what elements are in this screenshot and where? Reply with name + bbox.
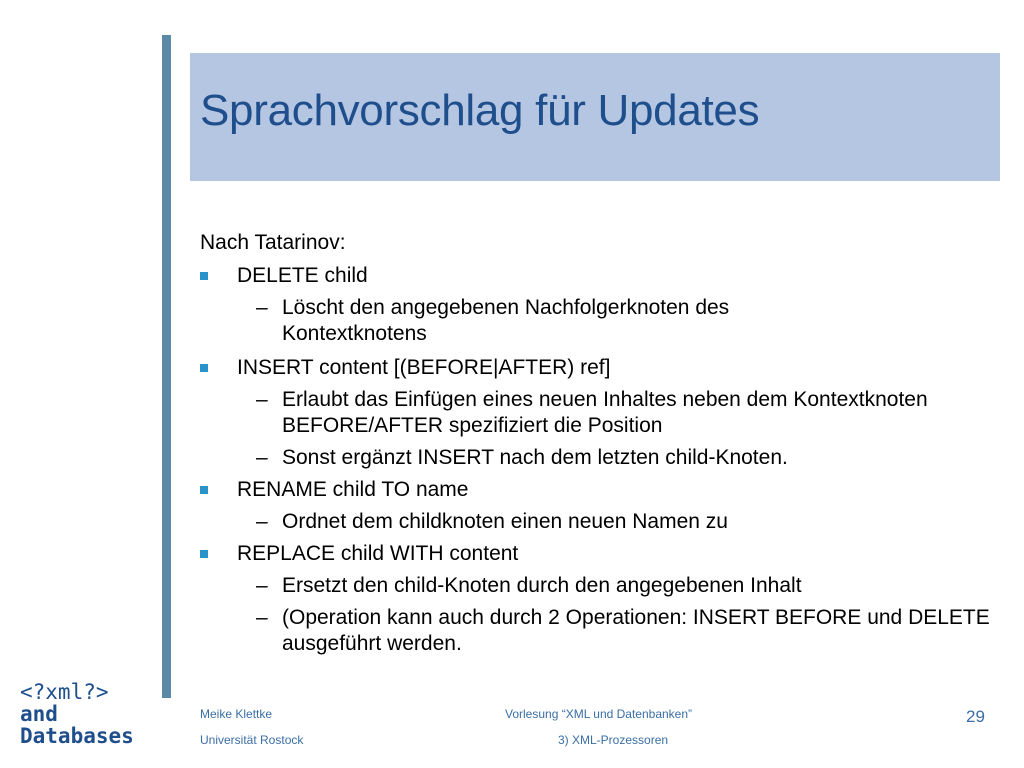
square-bullet-icon	[200, 272, 208, 280]
intro-text: Nach Tatarinov:	[200, 231, 346, 254]
dash-icon: –	[256, 574, 268, 597]
sub-item-text: Ordnet dem childknoten einen neuen Namen zu	[282, 510, 728, 533]
footer-author: Meike Klettke	[200, 707, 273, 721]
page-number: 29	[966, 707, 985, 726]
bullet-list	[200, 259, 1000, 657]
sub-item	[200, 295, 842, 347]
footer-lecture: Vorlesung “XML und Datenbanken”	[505, 707, 693, 721]
side-accent-bar	[162, 35, 171, 698]
sub-item-text: (Operation kann auch durch 2 Operationen: INSERT BEFORE und DELETE ausgeführt werden.	[282, 606, 990, 655]
bullet-text: RENAME child TO name	[237, 478, 469, 501]
logo-line-xml: <?xml?>	[20, 680, 109, 704]
logo-line-databases: Databases	[20, 724, 134, 748]
bullet-item	[200, 354, 1000, 381]
bullet-item	[200, 476, 1000, 503]
sub-item	[200, 387, 932, 439]
dash-icon: –	[256, 510, 268, 533]
bullet-item	[200, 262, 1000, 289]
square-bullet-icon	[200, 486, 208, 494]
dash-icon: –	[256, 388, 268, 411]
sub-item-text: Sonst ergänzt INSERT nach dem letzten child-Knoten.	[282, 446, 788, 469]
xml-databases-logo	[20, 681, 134, 747]
dash-icon: –	[256, 296, 268, 319]
bullet-item	[200, 540, 1000, 567]
sub-item-text: Erlaubt das Einfügen eines neuen Inhaltes neben dem Kontextknoten BEFORE/AFTER spezifiziert die Position	[282, 388, 928, 437]
square-bullet-icon	[200, 364, 208, 372]
sub-item	[200, 509, 982, 535]
square-bullet-icon	[200, 550, 208, 558]
sub-item	[200, 445, 982, 471]
bullet-text: REPLACE child WITH content	[237, 542, 519, 565]
sub-item	[200, 573, 982, 599]
sub-item-text: Ersetzt den child-Knoten durch den angegebenen Inhalt	[282, 574, 802, 597]
sub-item-text: Löscht den angegebenen Nachfolgerknoten des Kontextknotens	[282, 296, 730, 345]
dash-icon: –	[256, 446, 268, 469]
sub-item	[200, 605, 994, 657]
footer-university: Universität Rostock	[200, 733, 304, 747]
bullet-text: DELETE child	[237, 264, 368, 287]
footer-chapter: 3) XML-Prozessoren	[558, 733, 669, 747]
bullet-text: INSERT content [(BEFORE|AFTER) ref]	[237, 356, 611, 379]
dash-icon: –	[256, 606, 268, 629]
logo-line-and: and	[20, 702, 58, 726]
slide-title: Sprachvorschlag für Updates	[200, 86, 760, 135]
